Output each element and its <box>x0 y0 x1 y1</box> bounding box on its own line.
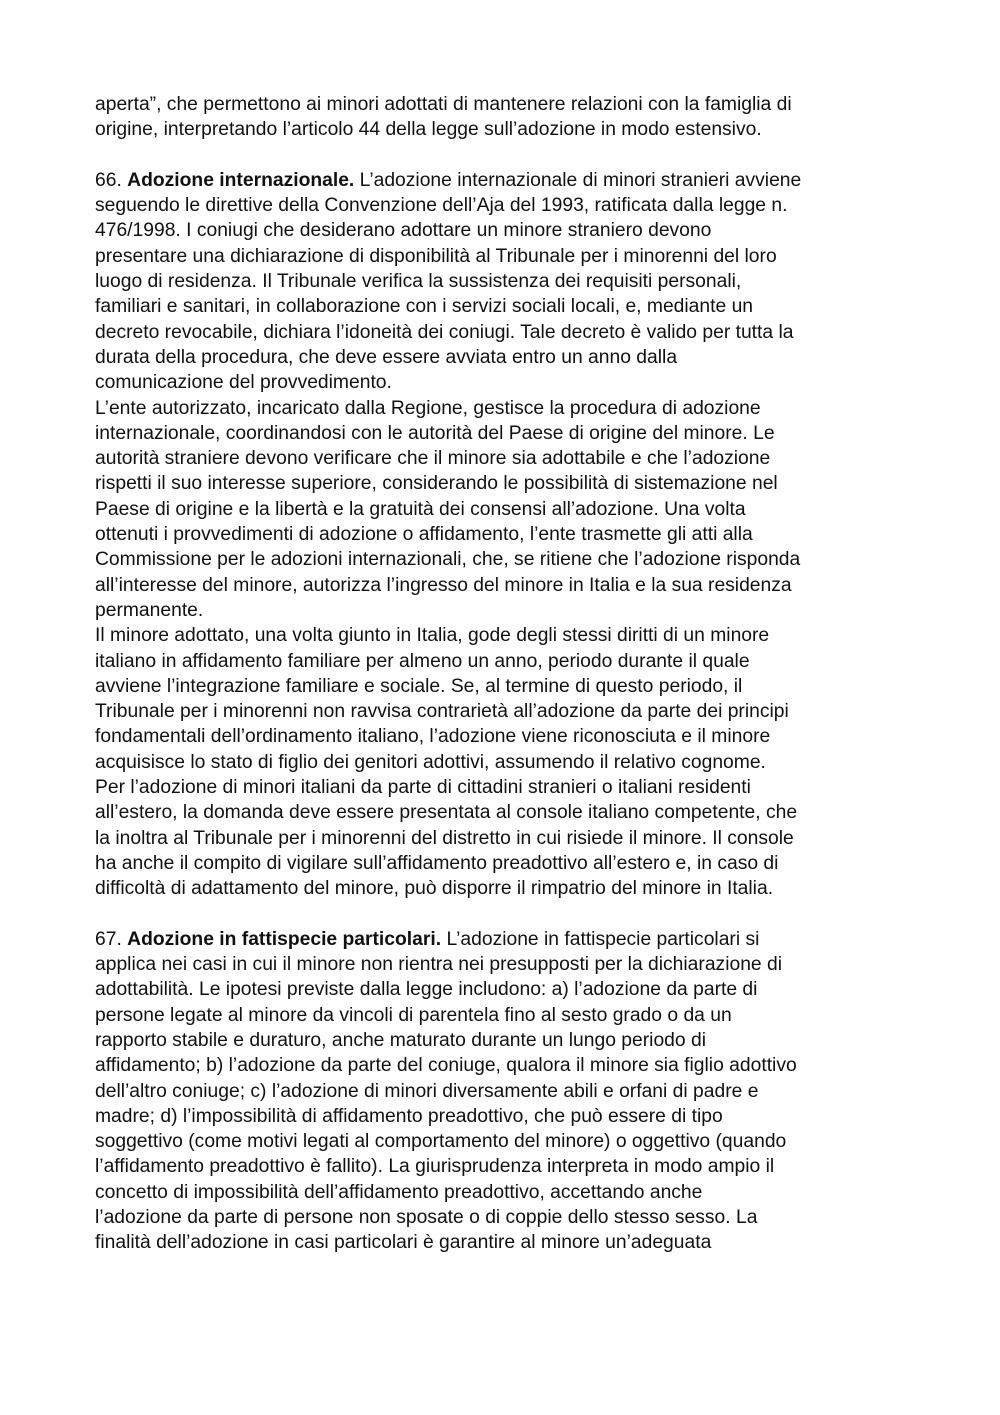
text-line: l’affidamento preadottivo è fallito). La giurisprudenza interpreta in modo ampio il <box>95 1156 775 1178</box>
text-line: fondamentali dell’ordinamento italiano, l’adozione viene riconosciuta e il minore <box>95 726 771 748</box>
text-line: Il minore adottato, una volta giunto in Italia, gode degli stessi diritti di un minore <box>95 625 770 647</box>
text-line: applica nei casi in cui il minore non rientra nei presupposti per la dichiarazione di <box>95 954 783 976</box>
section-66 <box>95 168 915 902</box>
paragraph-gap <box>95 902 915 927</box>
text-line: all’interesse del minore, autorizza l’ingresso del minore in Italia e la sua residenza <box>95 574 792 596</box>
section-67-first-line <box>95 927 915 952</box>
text-line: ottenuti i provvedimenti di adozione o affidamento, l’ente trasmette gli atti alla <box>95 524 753 546</box>
text-line: l’adozione da parte di persone non sposate o di coppie dello stesso sesso. La <box>95 1207 758 1229</box>
text-line: 476/1998. I coniugi che desiderano adottare un minore straniero devono <box>95 220 712 242</box>
text-line: all’estero, la domanda deve essere presentata al console italiano competente, che <box>95 802 798 824</box>
text-line: aperta”, che permettono ai minori adottati di mantenere relazioni con la famiglia di <box>95 94 792 115</box>
text-line: italiano in affidamento familiare per almeno un anno, periodo durante il quale <box>95 650 750 672</box>
text-line: decreto revocabile, dichiara l’idoneità dei coniugi. Tale decreto è valido per tutta la <box>95 321 794 343</box>
text-line: comunicazione del provvedimento. <box>95 372 392 394</box>
text-line: internazionale, coordinandosi con le autorità del Paese di origine del minore. Le <box>95 422 775 444</box>
section-66-first-line-text: L’adozione internazionale di minori stranieri avviene <box>359 169 802 191</box>
text-line: seguendo le direttive della Convenzione dell’Aja del 1993, ratificata dalla legge n. <box>95 195 788 217</box>
text-line: autorità straniere devono verificare che il minore sia adottabile e che l’adozione <box>95 448 771 470</box>
text-line: L’ente autorizzato, incaricato dalla Regione, gestisce la procedura di adozione <box>95 397 761 419</box>
text-line: soggettivo (come motivi legati al comportamento del minore) o oggettivo (quando <box>95 1131 787 1153</box>
document-page <box>95 92 915 1256</box>
intro-paragraph <box>95 92 915 143</box>
text-line: presentare una dichiarazione di disponibilità al Tribunale per i minorenni del loro <box>95 245 777 267</box>
text-line: rapporto stabile e duraturo, anche maturato durante un lungo periodo di <box>95 1029 706 1051</box>
section-66-number: 66. <box>95 169 122 191</box>
text-line: Paese di origine e la libertà e la gratuità dei consensi all’adozione. Una volta <box>95 498 746 520</box>
text-line: Tribunale per i minorenni non ravvisa contrarietà all’adozione da parte dei principi <box>95 701 789 723</box>
text-line: acquisisce lo stato di figlio dei genitori adottivi, assumendo il relativo cognome. <box>95 751 766 773</box>
text-line: adottabilità. Le ipotesi previste dalla legge includono: a) l’adozione da parte di <box>95 979 758 1001</box>
text-line: avviene l’integrazione familiare e sociale. Se, al termine di questo periodo, il <box>95 675 743 697</box>
text-line: durata della procedura, che deve essere avviata entro un anno dalla <box>95 346 678 368</box>
text-line: ha anche il compito di vigilare sull’affidamento preadottivo all’estero e, in caso di <box>95 852 779 874</box>
text-line: madre; d) l’impossibilità di affidamento preadottivo, che può essere di tipo <box>95 1105 723 1127</box>
text-line: origine, interpretando l’articolo 44 della legge sull’adozione in modo estensivo. <box>95 119 762 141</box>
text-line: familiari e sanitari, in collaborazione con i servizi sociali locali, e, mediante un <box>95 296 754 318</box>
text-line: concetto di impossibilità dell’affidamento preadottivo, accettando anche <box>95 1181 703 1203</box>
text-line: Per l’adozione di minori italiani da parte di cittadini stranieri o italiani residenti <box>95 777 751 799</box>
text-line: dell’altro coniuge; c) l’adozione di minori diversamente abili e orfani di padre e <box>95 1080 759 1102</box>
section-66-first-line <box>95 168 915 193</box>
text-line: permanente. <box>95 599 204 621</box>
text-line: finalità dell’adozione in casi particolari è garantire al minore un’adeguata <box>95 1232 712 1254</box>
text-line: affidamento; b) l’adozione da parte del coniuge, qualora il minore sia figlio adottivo <box>95 1055 797 1077</box>
text-line: rispetti il suo interesse superiore, considerando le possibilità di sistemazione nel <box>95 473 778 495</box>
paragraph-gap <box>95 143 915 168</box>
section-66-heading: Adozione internazionale. <box>127 169 355 191</box>
text-line: difficoltà di adattamento del minore, può disporre il rimpatrio del minore in Italia. <box>95 878 774 900</box>
text-line: Commissione per le adozioni internazionali, che, se ritiene che l’adozione risponda <box>95 549 801 571</box>
text-line: persone legate al minore da vincoli di parentela fino al sesto grado o da un <box>95 1004 732 1026</box>
section-67-heading: Adozione in fattispecie particolari. <box>127 928 442 950</box>
text-line: la inoltra al Tribunale per i minorenni del distretto in cui risiede il minore. Il console <box>95 827 794 849</box>
section-67-number: 67. <box>95 928 122 950</box>
section-67-first-line-text: L’adozione in fattispecie particolari si <box>446 928 760 950</box>
text-line: luogo di residenza. Il Tribunale verifica la sussistenza dei requisiti personali, <box>95 271 742 293</box>
section-67 <box>95 927 915 1256</box>
